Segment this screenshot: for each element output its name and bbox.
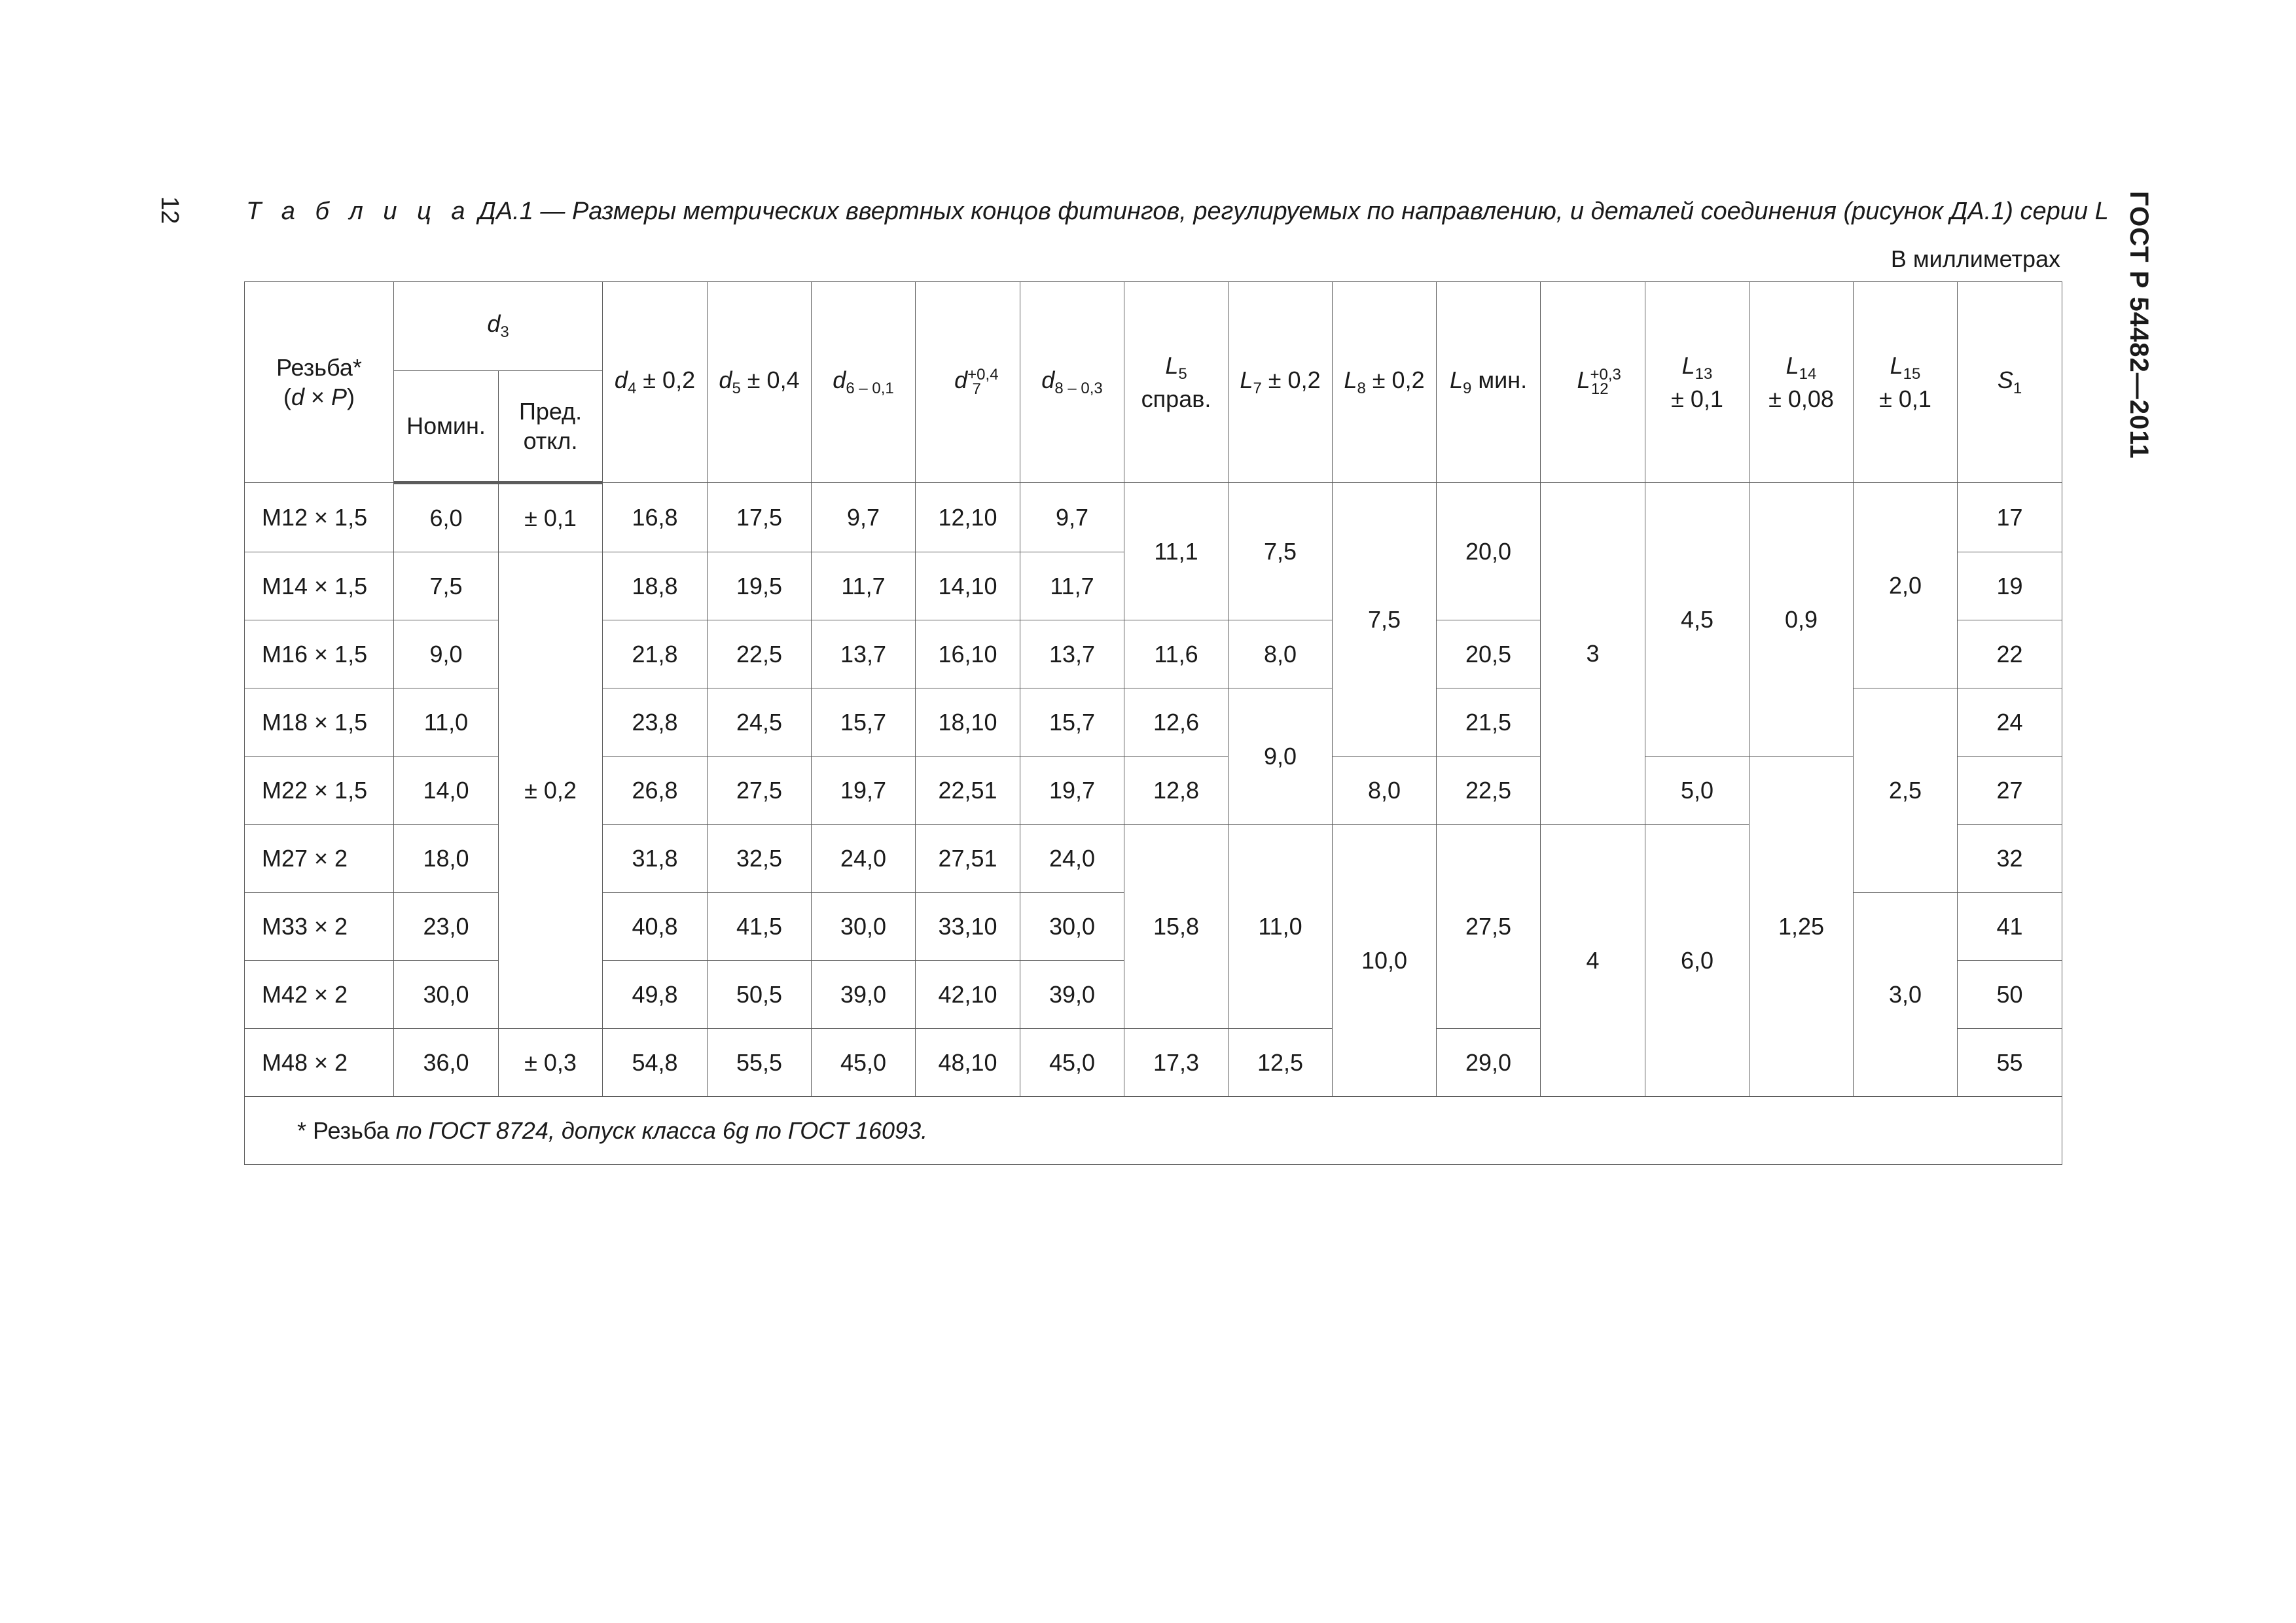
cell-d6: 11,7 xyxy=(812,552,916,620)
cell-d5: 17,5 xyxy=(708,483,812,552)
header-L9: $L_9$ мин. xyxy=(1437,282,1541,483)
header-d8: $d_{8 - 0,3}$ xyxy=(1020,282,1124,483)
cell-d7: 18,10 xyxy=(916,688,1020,757)
cell-L7: 9,0 xyxy=(1229,688,1333,825)
cell-L13: 5,0 xyxy=(1645,757,1749,825)
cell-thread: M48 × 2 xyxy=(245,1029,394,1097)
header-d5: $d_5 \pm 0,4$ xyxy=(708,282,812,483)
cell-L9: 20,5 xyxy=(1437,620,1541,688)
cell-d8: 30,0 xyxy=(1020,893,1124,961)
cell-d7: 16,10 xyxy=(916,620,1020,688)
cell-d3-deviation: ± 0,2 xyxy=(499,552,603,1029)
cell-L9: 27,5 xyxy=(1437,825,1541,1029)
cell-L5: 15,8 xyxy=(1124,825,1229,1029)
cell-L7: 8,0 xyxy=(1229,620,1333,688)
cell-S1: 24 xyxy=(1958,688,2062,757)
cell-d8: 13,7 xyxy=(1020,620,1124,688)
cell-L13: 4,5 xyxy=(1645,483,1749,757)
cell-d5: 32,5 xyxy=(708,825,812,893)
cell-L15: 2,0 xyxy=(1854,483,1958,688)
cell-d3-nominal: 18,0 xyxy=(394,825,499,893)
cell-thread: M22 × 1,5 xyxy=(245,757,394,825)
cell-d7: 48,10 xyxy=(916,1029,1020,1097)
cell-thread: M16 × 1,5 xyxy=(245,620,394,688)
cell-L8: 8,0 xyxy=(1333,757,1437,825)
cell-d3-deviation: ± 0,3 xyxy=(499,1029,603,1097)
cell-S1: 19 xyxy=(1958,552,2062,620)
footnote-prefix: * Резьба xyxy=(297,1116,396,1144)
cell-S1: 17 xyxy=(1958,483,2062,552)
header-L15-tol: ± 0,1 xyxy=(1879,385,1931,413)
header-L8: $L_8 \pm 0,2$ xyxy=(1333,282,1437,483)
cell-thread: M42 × 2 xyxy=(245,961,394,1029)
header-d3-nominal: Номин. xyxy=(394,371,499,483)
footnote-row xyxy=(245,1097,2062,1165)
cell-d4: 31,8 xyxy=(603,825,708,893)
table-footnote xyxy=(245,1097,2062,1165)
cell-d6: 9,7 xyxy=(812,483,916,552)
cell-thread: M33 × 2 xyxy=(245,893,394,961)
cell-d8: 9,7 xyxy=(1020,483,1124,552)
caption-text: ДА.1 — Размеры метрических ввертных концов фитингов, регулируемых по направлению, и деталей соединения (рисунок ДА.1) серии L xyxy=(471,198,2109,225)
cell-d4: 49,8 xyxy=(603,961,708,1029)
cell-d4: 23,8 xyxy=(603,688,708,757)
cell-L7: 11,0 xyxy=(1229,825,1333,1029)
header-L7: $L_7 \pm 0,2$ xyxy=(1229,282,1333,483)
cell-L5: 12,8 xyxy=(1124,757,1229,825)
cell-L5: 12,6 xyxy=(1124,688,1229,757)
cell-L7: 12,5 xyxy=(1229,1029,1333,1097)
cell-L15: 2,5 xyxy=(1854,688,1958,893)
cell-L5: 11,6 xyxy=(1124,620,1229,688)
header-L14: $L_{14}$ ± 0,08 xyxy=(1749,282,1854,483)
cell-d8: 19,7 xyxy=(1020,757,1124,825)
table-caption xyxy=(246,198,2109,226)
cell-d4: 26,8 xyxy=(603,757,708,825)
cell-d4: 21,8 xyxy=(603,620,708,688)
cell-L12: 4 xyxy=(1541,825,1645,1097)
header-L12: $L^{+0,3}_{12}$ xyxy=(1541,282,1645,483)
cell-L9: 20,0 xyxy=(1437,483,1541,620)
cell-d5: 55,5 xyxy=(708,1029,812,1097)
standard-designation: ГОСТ Р 54482—2011 xyxy=(2125,191,2153,459)
header-L5: $L_5$ справ. xyxy=(1124,282,1229,483)
cell-d7: 33,10 xyxy=(916,893,1020,961)
cell-d6: 19,7 xyxy=(812,757,916,825)
cell-thread: M18 × 1,5 xyxy=(245,688,394,757)
cell-d5: 19,5 xyxy=(708,552,812,620)
cell-L14: 0,9 xyxy=(1749,483,1854,757)
cell-L7: 7,5 xyxy=(1229,483,1333,620)
cell-d7: 42,10 xyxy=(916,961,1020,1029)
page-number: 12 xyxy=(156,196,183,224)
header-thread-line2: (d × P) xyxy=(283,383,355,410)
header-L15: $L_{15}$ ± 0,1 xyxy=(1854,282,1958,483)
footnote-italic: по ГОСТ 8724, допуск класса 6g по ГОСТ 16093. xyxy=(395,1116,928,1144)
cell-d6: 24,0 xyxy=(812,825,916,893)
cell-d3-nominal: 23,0 xyxy=(394,893,499,961)
cell-d3-nominal: 6,0 xyxy=(394,483,499,552)
header-d3-deviation: Пред. откл. xyxy=(499,371,603,483)
header-L5-note: справ. xyxy=(1141,385,1211,413)
cell-d7: 27,51 xyxy=(916,825,1020,893)
cell-d4: 40,8 xyxy=(603,893,708,961)
header-S1: $S_1$ xyxy=(1958,282,2062,483)
cell-L9: 29,0 xyxy=(1437,1029,1541,1097)
cell-d6: 13,7 xyxy=(812,620,916,688)
header-d7: $d^{+0,4}_7$ xyxy=(916,282,1020,483)
header-d6: $d_{6 - 0,1}$ xyxy=(812,282,916,483)
cell-thread: M27 × 2 xyxy=(245,825,394,893)
dimensions-table xyxy=(244,281,2062,1165)
cell-d4: 18,8 xyxy=(603,552,708,620)
cell-L5: 17,3 xyxy=(1124,1029,1229,1097)
cell-d3-nominal: 14,0 xyxy=(394,757,499,825)
cell-d5: 22,5 xyxy=(708,620,812,688)
cell-S1: 22 xyxy=(1958,620,2062,688)
cell-d7: 14,10 xyxy=(916,552,1020,620)
cell-d4: 54,8 xyxy=(603,1029,708,1097)
header-d3: $d_3$ xyxy=(394,282,603,371)
cell-d7: 22,51 xyxy=(916,757,1020,825)
cell-d6: 15,7 xyxy=(812,688,916,757)
cell-d6: 30,0 xyxy=(812,893,916,961)
cell-d6: 39,0 xyxy=(812,961,916,1029)
header-thread-line1: Резьба* xyxy=(276,354,362,381)
cell-d7: 12,10 xyxy=(916,483,1020,552)
cell-d8: 11,7 xyxy=(1020,552,1124,620)
cell-S1: 41 xyxy=(1958,893,2062,961)
cell-L12: 3 xyxy=(1541,483,1645,825)
caption-label: Т а б л и ц а xyxy=(246,198,472,225)
cell-thread: M12 × 1,5 xyxy=(245,483,394,552)
cell-S1: 27 xyxy=(1958,757,2062,825)
header-L13-tol: ± 0,1 xyxy=(1671,385,1723,413)
cell-d3-nominal: 30,0 xyxy=(394,961,499,1029)
cell-d5: 50,5 xyxy=(708,961,812,1029)
cell-d3-deviation: ± 0,1 xyxy=(499,483,603,552)
cell-d5: 41,5 xyxy=(708,893,812,961)
cell-d3-nominal: 9,0 xyxy=(394,620,499,688)
cell-d5: 27,5 xyxy=(708,757,812,825)
cell-d8: 39,0 xyxy=(1020,961,1124,1029)
cell-d3-nominal: 7,5 xyxy=(394,552,499,620)
cell-d8: 45,0 xyxy=(1020,1029,1124,1097)
header-L14-tol: ± 0,08 xyxy=(1768,385,1834,413)
cell-d3-nominal: 11,0 xyxy=(394,688,499,757)
cell-d4: 16,8 xyxy=(603,483,708,552)
cell-L14: 1,25 xyxy=(1749,757,1854,1097)
cell-S1: 32 xyxy=(1958,825,2062,893)
header-d4: $d_4 \pm 0,2$ xyxy=(603,282,708,483)
cell-L5: 11,1 xyxy=(1124,483,1229,620)
table-row xyxy=(245,483,2062,552)
cell-d6: 45,0 xyxy=(812,1029,916,1097)
cell-L15: 3,0 xyxy=(1854,893,1958,1097)
cell-L9: 22,5 xyxy=(1437,757,1541,825)
cell-L9: 21,5 xyxy=(1437,688,1541,757)
header-L13: $L_{13}$ ± 0,1 xyxy=(1645,282,1749,483)
cell-d5: 24,5 xyxy=(708,688,812,757)
cell-thread: M14 × 1,5 xyxy=(245,552,394,620)
cell-d8: 15,7 xyxy=(1020,688,1124,757)
units-note: В миллиметрах xyxy=(1890,245,2060,272)
cell-d3-nominal: 36,0 xyxy=(394,1029,499,1097)
cell-S1: 50 xyxy=(1958,961,2062,1029)
header-thread xyxy=(245,282,394,483)
cell-S1: 55 xyxy=(1958,1029,2062,1097)
cell-L8: 10,0 xyxy=(1333,825,1437,1097)
cell-L13: 6,0 xyxy=(1645,825,1749,1097)
cell-d8: 24,0 xyxy=(1020,825,1124,893)
cell-L8: 7,5 xyxy=(1333,483,1437,757)
